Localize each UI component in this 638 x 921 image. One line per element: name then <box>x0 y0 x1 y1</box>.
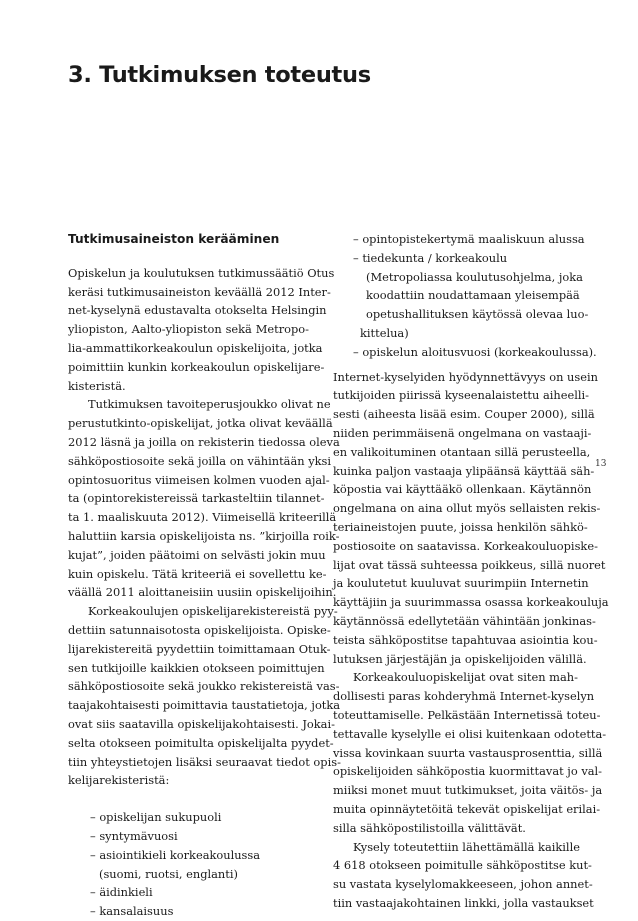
paragraph <box>333 838 594 913</box>
section-heading: Tutkimusaineiston kerääminen <box>68 232 280 246</box>
text-line: poimittiin kunkin korkeakoulun opiskelijare- <box>68 359 325 374</box>
text-line: lutuksen järjestäjän ja opiskelijoiden välillä. <box>333 651 587 666</box>
text-line: 2012 läsnä ja joilla on rekisterin tiedossa oleva <box>68 434 340 449</box>
list-item: (Metropoliassa koulutusohjelma, joka <box>366 269 583 284</box>
list-item: – äidinkieli <box>90 885 153 900</box>
text-line: yliopiston, Aalto-yliopiston sekä Metropo- <box>68 322 309 337</box>
list-item: opetushallituksen käytössä olevaa luo- <box>366 307 589 322</box>
list-item: – syntymävuosi <box>90 828 178 843</box>
text-line: su vastata kyselylomakkeeseen, johon annet- <box>333 877 593 892</box>
text-line: ta (opintorekistereissä tarkasteltiin tilannet- <box>68 491 325 506</box>
text-line: miiksi monet muut tutkimukset, joita väitös- ja <box>333 783 603 798</box>
list-item: – tiedekunta / korkeakoulu <box>353 250 508 265</box>
text-line: ovat siis saatavilla opiskelijakohtaisesti. Jokai- <box>68 716 335 731</box>
list-item: (suomi, ruotsi, englanti) <box>99 866 238 881</box>
text-line: vissa kovinkaan suurta vastausprosenttia, sillä <box>333 745 603 760</box>
list-item: – asiointikieli korkeakoulussa <box>90 847 261 862</box>
text-line: käytännössä edellytetään vähintään jonkinas- <box>333 613 596 628</box>
list-item: – opintopistekertymä maaliskuun alussa <box>353 232 585 246</box>
text-line: perustutkinto-opiskelijat, jotka olivat keväällä <box>68 416 333 431</box>
text-line: muita opinnäytetöitä tekevät opiskelijat erilai- <box>333 801 601 816</box>
text-line: lijarekistereitä pyydettiin toimittamaan Otuk- <box>68 641 331 656</box>
list-item: koodattiin noudattamaan yleisempää <box>366 288 580 303</box>
paragraph <box>68 395 340 602</box>
text-line: tettavalle kyselylle ei olisi kuitenkaan odotetta- <box>333 726 607 741</box>
text-line: 4 618 otokseen poimitulle sähköpostitse kut- <box>333 858 592 873</box>
text-line: kuinka paljon vastaaja ylipäänsä käyttää säh- <box>333 463 595 478</box>
text-line: lia-ammattikorkeakoulun opiskelijoita, jotka <box>68 340 323 355</box>
text-line: teriaineistojen puute, joissa henkilön sähkö- <box>333 519 588 534</box>
text-line: Kysely toteutettiin lähettämällä kaikille <box>353 839 580 854</box>
text-line: kisteristä. <box>68 378 126 393</box>
text-line: sen tutkijoille kaikkien otokseen poimittujen <box>68 660 325 675</box>
text-line: Korkeakouluopiskelijat ovat siten mah- <box>353 670 578 685</box>
paragraph <box>68 264 335 396</box>
text-line: Korkeakoulujen opiskelijarekistereistä pyy- <box>88 604 338 619</box>
text-line: tiin yhteystietojen lisäksi seuraavat tiedot opis- <box>68 754 341 769</box>
text-line: en valikoituminen otantaan sillä perusteella, <box>333 444 591 459</box>
paragraph <box>333 668 607 837</box>
text-line: Opiskelun ja koulutuksen tutkimussäätiö Otus <box>68 265 335 280</box>
text-line: silla sähköpostilistoilla välittävät. <box>333 820 526 835</box>
text-line: sesti (aiheesta lisää esim. Couper 2000), sillä <box>333 407 595 422</box>
text-line: Internet-kyselyiden hyödynnettävyys on usein <box>333 369 598 384</box>
chapter-title: 3. Tutkimuksen toteutus <box>68 62 371 88</box>
text-line: net-kyselynä edustavalta otokselta Helsingin <box>68 303 327 318</box>
text-line: väällä 2011 aloittaneisiin uusiin opiskelijoihin. <box>68 585 337 600</box>
text-line: keräsi tutkimusaineiston keväällä 2012 Inter- <box>68 284 331 299</box>
text-line: teista sähköpostitse tapahtuvaa asiointia kou- <box>333 632 598 647</box>
text-line: Tutkimuksen tavoiteperusjoukko olivat ne <box>88 397 331 412</box>
text-line: ja koulutetut kuuluvat suurimpiin Internetin <box>333 576 589 591</box>
paragraph <box>68 602 341 790</box>
text-line: sähköpostiosoite sekä joukko rekistereistä vas- <box>68 679 340 694</box>
bullet-list <box>333 230 597 362</box>
text-line: taajakohtaisesti poimittavia taustatietoja, jotka <box>68 698 341 713</box>
text-line: ta 1. maaliskuuta 2012). Viimeisellä kriteerillä <box>68 510 337 525</box>
text-line: tutkijoiden piirissä kyseenalaistettu aiheelli- <box>333 388 590 403</box>
text-line: postiosoite on saatavissa. Korkeakouluopiske- <box>333 538 598 553</box>
text-line: niiden perimmäisenä ongelmana on vastaaji- <box>333 425 592 440</box>
list-item: – opiskelijan sukupuoli <box>90 810 222 825</box>
list-item: kittelua) <box>360 325 409 340</box>
text-line: opiskelijoiden sähköpostia kuormittavat jo val- <box>333 764 603 779</box>
text-line: dettiin satunnaisotosta opiskelijoista. Opiske- <box>68 622 331 637</box>
text-line: käyttäjiin ja suurimmassa osassa korkeakouluja <box>333 595 609 610</box>
text-line: kelijarekisteristä: <box>68 773 170 788</box>
text-line: köpostia vai käyttääkö ollenkaan. Käytännön <box>333 482 592 497</box>
text-line: haluttiin karsia opiskelijoista ns. ”kirjoilla roik- <box>68 528 340 543</box>
text-line: opintosuoritus viimeisen kolmen vuoden ajal- <box>68 472 330 487</box>
text-line: kujat”, joiden päätoimi on selvästi jokin muu <box>68 547 326 562</box>
text-line: tiin vastaajakohtainen linkki, jolla vastaukset <box>333 895 594 910</box>
page-number: 13 <box>595 459 607 469</box>
list-item: – kansalaisuus <box>90 904 174 919</box>
left-column <box>68 230 341 921</box>
text-line: selta otokseen poimitulta opiskelijalta pyydet- <box>68 735 334 750</box>
list-item: – opiskelun aloitusvuosi (korkeakoulussa). <box>353 344 597 359</box>
text-line: ongelmana on aina ollut myös sellaisten rekis- <box>333 501 601 516</box>
bullet-list <box>68 808 309 921</box>
text-line: kuin opiskelu. Tätä kriteeriä ei sovellettu ke- <box>68 566 327 581</box>
text-line: sähköpostiosoite sekä joilla on vähintään yksi <box>68 453 332 468</box>
text-line: dollisesti paras kohderyhmä Internet-kyselyn <box>333 689 595 704</box>
text-line: lijat ovat tässä suhteessa poikkeus, sillä nuoret <box>333 557 606 572</box>
text-line: toteuttamiselle. Pelkästään Internetissä toteu- <box>333 707 601 722</box>
